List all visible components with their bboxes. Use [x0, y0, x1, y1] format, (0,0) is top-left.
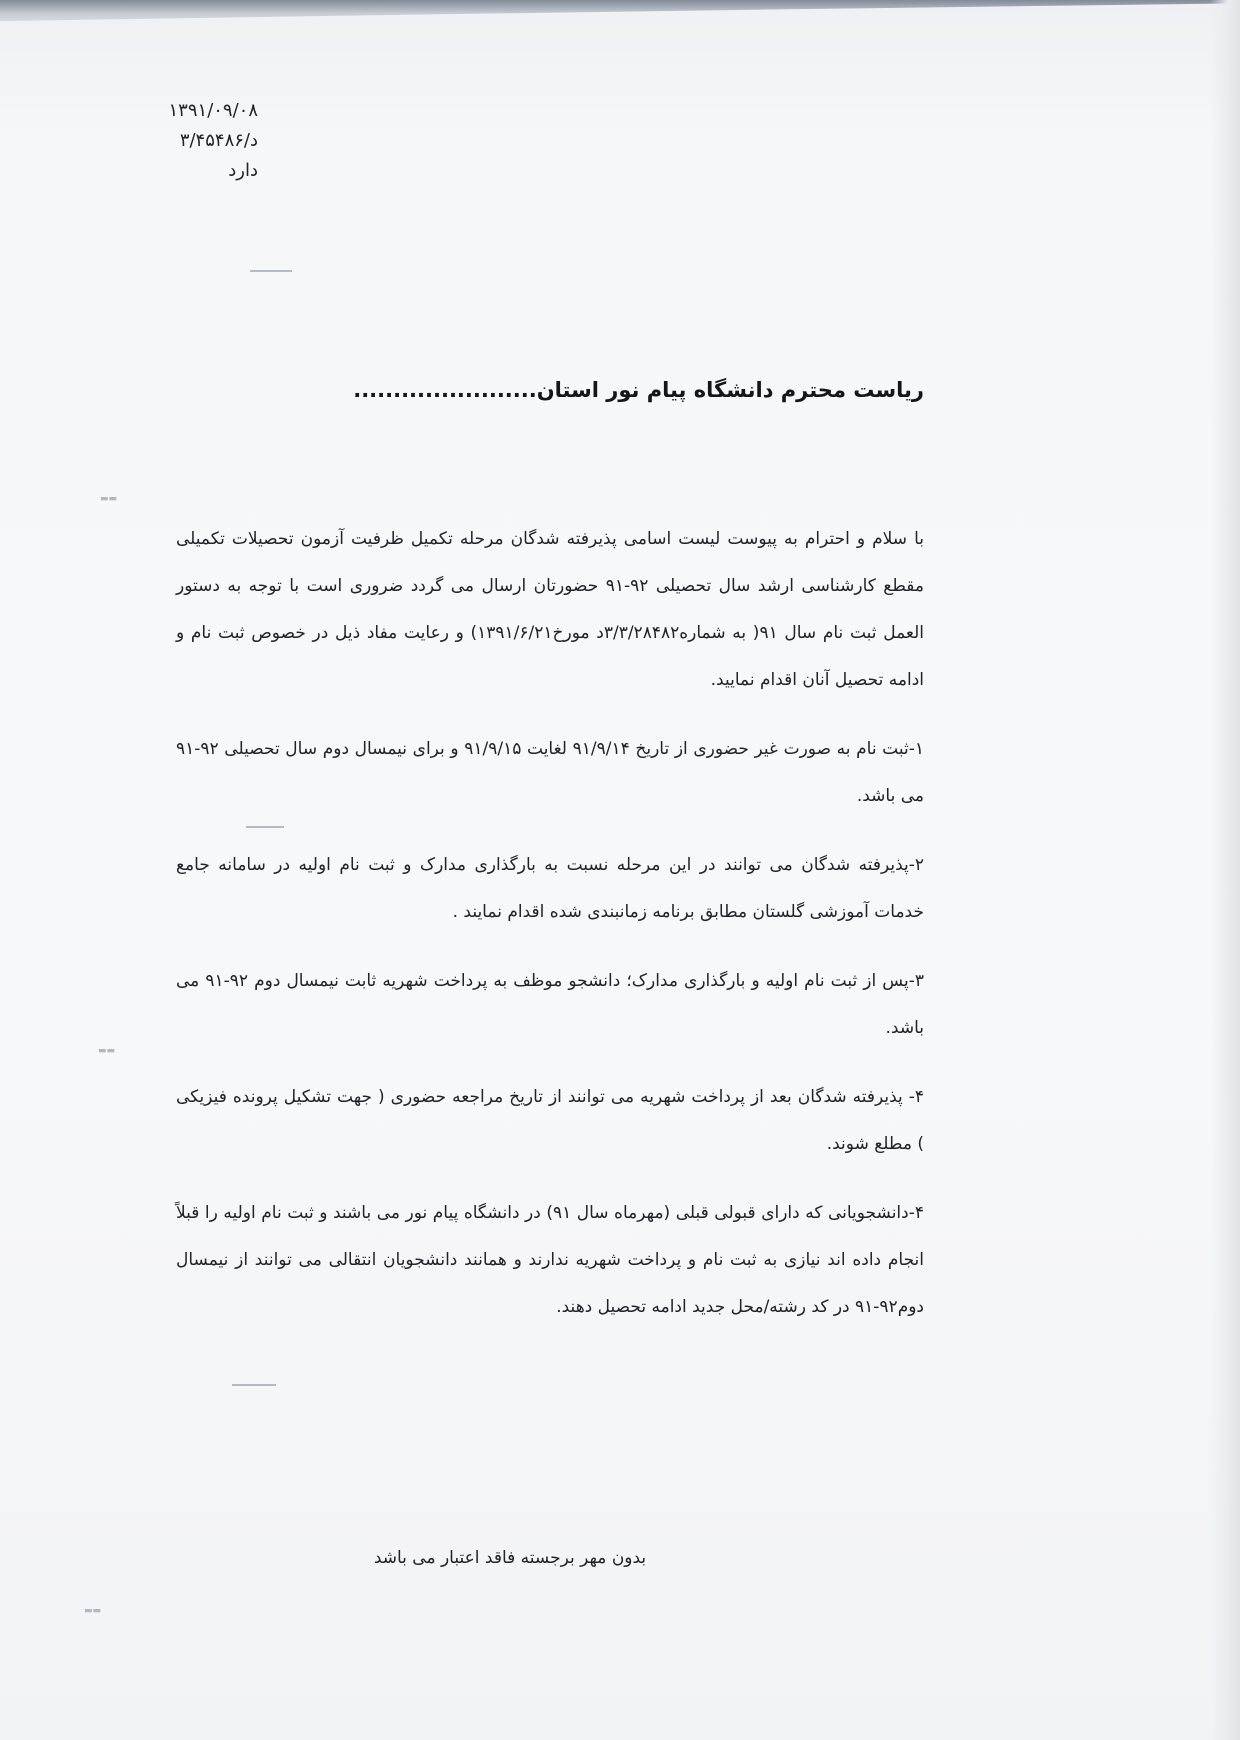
scan-smudge-mark	[232, 1384, 276, 1386]
body-clause-3: ۳-پس از ثبت نام اولیه و بارگذاری مدارک؛ دانشجو موظف به پرداخت شهریه ثابت نیمسال دوم ۹۲-۹۱ می باشد.	[176, 971, 924, 1038]
letter-attachment-status: دارد	[228, 160, 258, 181]
scan-top-edge-shadow	[0, 0, 1240, 34]
body-intro-paragraph: با سلام و احترام به پیوست لیست اسامی پذیرفته شدگان مرحله تکمیل ظرفیت آزمون تحصیلات تکمیلی مقطع کارشناسی ارشد سال تحصیلی ۹۲-۹۱ حضورتان ارسال می گردد ضروری است با توجه به دستور العمل ثبت نام سال ۹۱( به شماره۳/۳/۲۸۴۸۲د مورخ۱۳۹۱/۶/۲۱) و رعایت مفاد ذیل در خصوص ثبت نام و ادامه تحصیل آنان اقدام نمایید.	[176, 529, 925, 690]
letter-number: د/۳/۴۵۴۸۶	[179, 130, 258, 151]
body-clause-4b: ۴-دانشجویانی که دارای قبولی قبلی (مهرماه سال ۹۱) در دانشگاه پیام نور می باشند و ثبت نام اولیه را قبلاً انجام داده اند نیازی به ثبت نام و پرداخت شهریه ندارند و همانند دانشجویان انتقالی می توانند از نیمسال دوم۹۲-۹۱ در کد رشته/محل جدید ادامه تحصیل دهند.	[176, 1203, 924, 1317]
body-clause-4a: ۴- پذیرفته شدگان بعد از پرداخت شهریه می توانند از تاریخ مراجعه حضوری ( جهت تشکیل پرونده فیزیکی ) مطلع شوند.	[176, 1087, 924, 1154]
letter-date: ۱۳۹۱/۰۹/۰۸	[168, 100, 258, 121]
scan-smudge-mark	[250, 270, 292, 272]
scan-margin-mark: ▬▬	[84, 1606, 102, 1616]
letter-body	[176, 516, 924, 1353]
body-clause-2: ۲-پذیرفته شدگان می توانند در این مرحله نسبت به بارگذاری مدارک و ثبت نام اولیه در سامانه جامع خدمات آموزشی گلستان مطابق برنامه زمانبندی شده اقدام نمایند .	[176, 855, 924, 922]
body-clause-1: ۱-ثبت نام به صورت غیر حضوری از تاریخ ۹۱/۹/۱۴ لغایت ۹۱/۹/۱۵ و برای نیمسال دوم سال تحصیلی ۹۲-۹۱ می باشد.	[176, 739, 925, 806]
letter-recipient: ریاست محترم دانشگاه پیام نور استان.......................	[353, 378, 924, 402]
letter-validity-note: بدون مهر برجسته فاقد اعتبار می باشد	[373, 1548, 647, 1568]
scan-margin-mark: ▬▬	[100, 494, 118, 504]
scan-right-edge-shadow	[1210, 0, 1240, 1740]
scan-margin-mark: ▬▬	[98, 1046, 116, 1056]
letter-reference-block	[118, 96, 258, 186]
